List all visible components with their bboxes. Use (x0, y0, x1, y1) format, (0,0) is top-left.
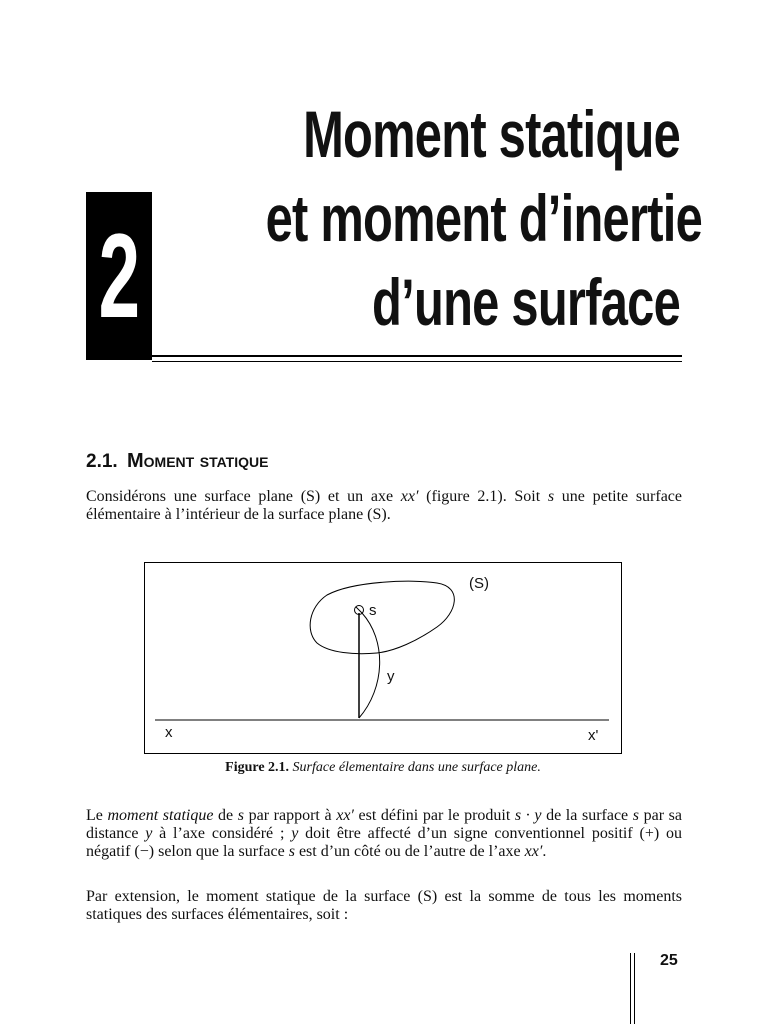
label-axis-left: x (165, 724, 173, 741)
distance-arc (359, 613, 380, 718)
section-number: 2.1. (86, 451, 118, 472)
chapter-title-line-1: Moment statique (303, 97, 680, 171)
math-term: s (547, 488, 555, 505)
text-run: est d’un côté ou de l’autre de l’axe (294, 843, 525, 860)
math-term: s (632, 807, 640, 824)
text-run: à l’axe considéré ; (152, 825, 292, 842)
math-term: s · y (514, 807, 542, 824)
figure-drawing (145, 563, 623, 755)
surface-outline (310, 581, 454, 654)
text-run: Considérons une surface plane (S) et un axe (86, 488, 401, 505)
label-surface: (S) (469, 575, 489, 592)
term-emphasis: moment statique (107, 807, 214, 824)
text-run: doit être affecté d’un signe conventionnel positif (+) ou négatif (−) selon que la surface (86, 825, 683, 860)
chapter-number: 2 (98, 209, 140, 343)
text-run: . (542, 843, 547, 860)
text-run: Le (86, 807, 108, 824)
chapter-title (120, 92, 703, 344)
title-rule-thick (152, 355, 682, 357)
label-axis-right: x' (588, 727, 599, 744)
title-rule-thin (152, 361, 682, 362)
figure-caption (144, 760, 622, 776)
page-margin-rule (634, 953, 635, 1024)
label-distance: y (387, 668, 395, 685)
paragraph-definition (86, 807, 682, 861)
text-run: une petite surface élémentaire à l’intérieur de la surface plane (S). (86, 488, 683, 523)
chapter-title-line-2: et moment d’inertie (265, 181, 703, 255)
text-run: de la surface (541, 807, 633, 824)
element-marker-line (356, 607, 362, 613)
page-number: 25 (660, 952, 678, 969)
math-term: s (288, 843, 295, 860)
label-element: s (369, 602, 377, 619)
text-run: est défini par le produit (353, 807, 515, 824)
paragraph-intro (86, 488, 682, 524)
figure-2-1 (144, 562, 622, 754)
text-run: de (213, 807, 238, 824)
text-run: par sa distance (86, 807, 683, 842)
caption-text: Surface élementaire dans une surface plane. (292, 760, 541, 775)
math-term: y (145, 825, 153, 842)
math-term: s (237, 807, 245, 824)
section-heading (86, 450, 268, 473)
paragraph-extension: Par extension, le moment statique de la surface (S) est la somme de tous les moments statiques des surfaces élémentaires, soit : (86, 888, 682, 923)
math-term: y (291, 825, 299, 842)
text-run: (figure 2.1). Soit (418, 488, 548, 505)
caption-label: Figure 2.1. (225, 760, 290, 775)
section-title: Moment statique (126, 450, 269, 472)
math-term: xx′ (400, 488, 419, 505)
page-margin-rule (630, 953, 631, 1024)
math-term: xx′ (336, 807, 354, 824)
math-term: xx′ (524, 843, 543, 860)
chapter-title-line-3: d’une surface (372, 265, 680, 339)
text-run: par rapport à (244, 807, 337, 824)
